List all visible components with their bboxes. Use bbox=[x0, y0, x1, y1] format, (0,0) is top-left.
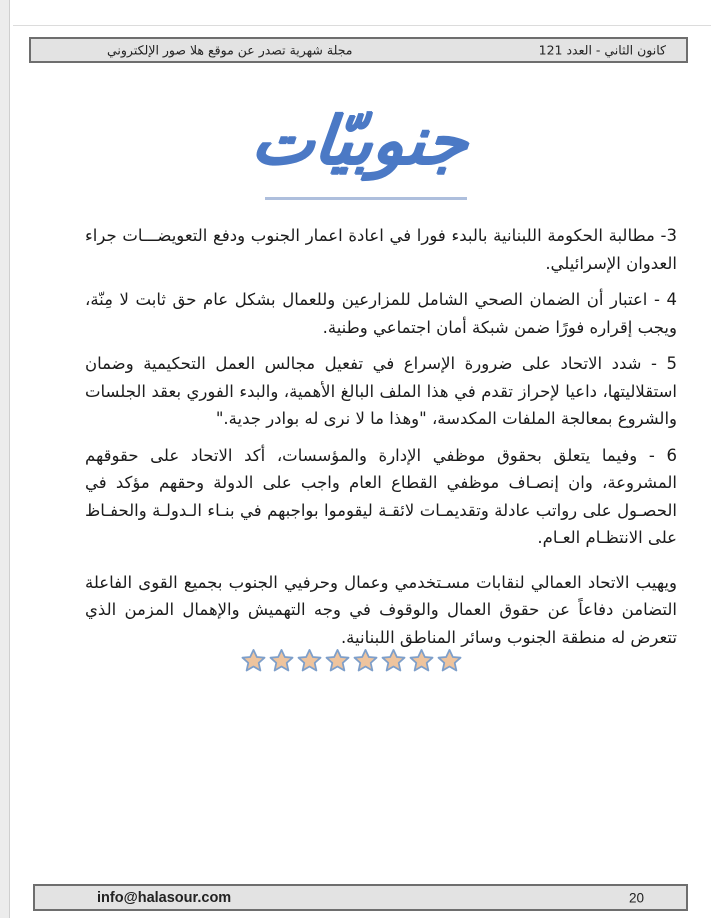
page-border-top bbox=[13, 25, 711, 26]
star-icon bbox=[409, 648, 434, 673]
page-number: 20 bbox=[628, 890, 644, 905]
title-underline bbox=[265, 197, 467, 200]
star-icon bbox=[297, 648, 322, 673]
header-bar bbox=[29, 37, 688, 63]
star-icon bbox=[437, 648, 462, 673]
paragraph-item-3: 3- مطالبة الحكومة اللبنانية بالبدء فورا في اعادة اعمار الجنوب ودفع التعويضـــات جراء العدوان الإسرائيلي. bbox=[85, 226, 677, 273]
closing-paragraph: ويهيب الاتحاد العمالي لنقابات مسـتخدمي وعمال وحرفيي الجنوب بجميع القوى الفاعلة التضامن دفاعاً عن حقوق العمال والوقوف في وجه التهميش والإهمال المزمن الذي تتعرض له منطقة الجنوب وسائر المناطق اللبنانية. bbox=[85, 572, 677, 647]
page-title: جنوبيّات bbox=[248, 102, 472, 179]
star-icon bbox=[325, 648, 350, 673]
article-body bbox=[85, 222, 677, 660]
star-divider bbox=[0, 648, 702, 673]
contact-email: info@halasour.com bbox=[97, 889, 232, 906]
footer-bar bbox=[33, 884, 688, 911]
masthead bbox=[0, 94, 720, 188]
star-icon bbox=[381, 648, 406, 673]
paragraph-item-4: 4 - اعتبار أن الضمان الصحي الشامل للمزارعين وللعمال بشكل عام حق ثابت لا مِنّة، ويجب إقراره فورًا ضمن شبكة أمان اجتماعي وطنية. bbox=[85, 290, 677, 337]
paragraph-item-6: 6 - وفيما يتعلق بحقوق موظفي الإدارة والمؤسسات، أكد الاتحاد على حقوقهم المشروعة، وان إنصـاف موظفي القطاع العام واجب على الدولة وحقهم مؤكد في الحصـول على رواتب عادلة وتقديمـات لائقـة ليقوموا بواجبهم في بنـاء الـدولـة والحفـاظ على الانتظـام العـام. bbox=[85, 445, 677, 547]
star-icon bbox=[269, 648, 294, 673]
star-icon bbox=[353, 648, 378, 673]
magazine-subtitle: مجلة شهرية تصدر عن موقع هلا صور الإلكتروني bbox=[107, 42, 353, 58]
paragraph-item-5: 5 - شدد الاتحاد على ضرورة الإسراع في تفعيل مجالس العمل التحكيمية وضمان استقلاليتها، داعيا لإحراز تقدم في هذا الملف البالغ الأهمية، والبدء الفوري بعقد الجلسات والشروع بمعالجة الملفات المكدسة، "وهذا ما لا نرى له بوادر جدية." bbox=[85, 354, 677, 428]
star-icon bbox=[241, 648, 266, 673]
issue-label: كانون الثاني - العدد 121 bbox=[538, 42, 666, 58]
